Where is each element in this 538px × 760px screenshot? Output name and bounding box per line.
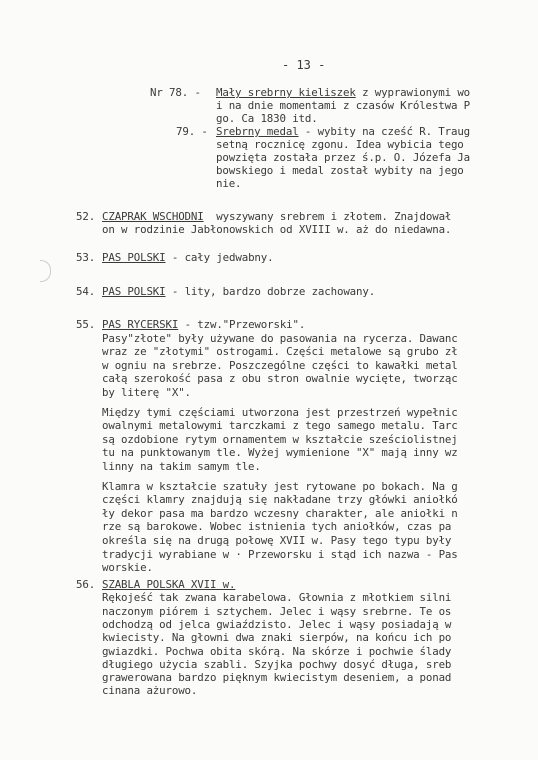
line-text: całą szerokość pasa z obu stron owalnie wycięte, tworząc xyxy=(102,372,458,386)
text-line xyxy=(102,433,458,446)
line-text: wraz ze "złotymi" ostrogami. Części metalowe są grubo zł xyxy=(102,345,458,359)
entry-number: 56. xyxy=(76,578,96,591)
text-line xyxy=(102,251,273,264)
text-line xyxy=(102,671,451,684)
text-line xyxy=(102,578,235,591)
text-line xyxy=(102,406,458,419)
entry-number: 53. xyxy=(76,251,96,264)
line-text: - cały jedwabny. xyxy=(165,251,274,264)
line-text: odchodzą od jelca gwiaździsto. Jelec i wąsy posiadają w xyxy=(102,617,452,631)
text-line xyxy=(102,605,451,618)
line-text: rze są barokowe. Wobec istnienia tych aniołków, czas pa xyxy=(102,520,452,534)
line-text: - lity, bardzo dobrze zachowany. xyxy=(165,285,376,298)
line-text: linny na takim samym tle. xyxy=(102,460,261,473)
entry-number: 55. xyxy=(76,318,96,331)
line-text: naczonym piórem i sztychem. Jelec i wąsy srebrne. Te os xyxy=(102,604,452,618)
text-line xyxy=(102,210,451,223)
line-text: by literę "X". xyxy=(102,386,191,399)
entry-number: 79. - xyxy=(176,125,208,138)
line-text: bowskiego i medal został wybity na jego xyxy=(216,164,464,177)
line-text: on w rodzinie Jabłonowskich od XVIII w. aż do niedawna. xyxy=(102,223,452,236)
text-line xyxy=(102,684,197,697)
underlined-title: PAS RYCERSKI xyxy=(102,318,179,331)
text-line xyxy=(102,332,458,345)
line-text: i na dnie momentami z czasów Królestwa P xyxy=(216,99,471,112)
text-line xyxy=(102,631,451,644)
page-number: - 13 - xyxy=(282,58,326,72)
line-text: - wybity na cześć R. Traug xyxy=(298,125,471,138)
line-text: wyszywany srebrem i złotem. Znajdował xyxy=(203,210,452,223)
line-text: Klamra w kształcie szatuły jest rytowane po bokach. Na g xyxy=(102,479,458,493)
line-text: tradycji wyrabiane w · Przeworsku i stąd ich nazwa - Pas xyxy=(102,547,458,561)
line-text: go. Ca 1830 itd. xyxy=(216,112,318,125)
text-line xyxy=(102,548,458,561)
line-text: cinana ażurowo. xyxy=(102,684,198,698)
line-text: Rękojeść tak zwana karabelowa. Głownia z młotkiem silni xyxy=(102,591,452,605)
text-line xyxy=(102,285,375,298)
line-text: są ozdobione rytym ornamentem w kształcie sześciolistnej xyxy=(102,432,458,446)
text-line xyxy=(102,493,458,506)
underlined-title: CZAPRAK WSCHODNI xyxy=(102,210,204,223)
line-text: w ogniu na srebrze. Poszczególne części to kawałki metal xyxy=(102,358,458,372)
line-text: worskie. xyxy=(102,561,153,575)
text-line xyxy=(102,372,458,385)
text-line xyxy=(102,223,451,236)
text-line xyxy=(102,534,451,547)
text-line xyxy=(216,177,241,190)
text-line xyxy=(216,86,470,99)
text-line xyxy=(216,99,470,112)
line-text: z wyprawionymi wo xyxy=(355,86,471,99)
line-text: grawerowana bardzo pięknym kwiecistym deseniem, a ponad xyxy=(102,671,452,685)
text-line xyxy=(102,561,153,574)
text-line xyxy=(216,125,470,138)
text-line xyxy=(102,520,451,533)
text-line xyxy=(102,460,261,473)
line-text: nie. xyxy=(216,177,242,190)
line-text: owalnymi metalowymi tarczkami z tego samego metalu. Tarc xyxy=(102,419,458,433)
line-text: długiego użycia szabli. Szyjka pochwy dosyć długa, sreb xyxy=(102,657,452,671)
underlined-title: Mały srebrny kieliszek xyxy=(216,86,356,99)
line-text: powzięta została przez ś.p. O. Józefa Ja xyxy=(216,151,471,164)
text-line xyxy=(102,507,458,520)
text-line xyxy=(102,618,451,631)
line-text: ły dekor pasa ma bardzo wczesny charakter, ale aniołki n xyxy=(102,506,458,520)
text-line xyxy=(102,480,458,493)
line-text: gwiazdki. Pochwa obita skórą. Na skórze i pochwie ślady xyxy=(102,644,452,658)
line-text: setną rocznicę zgonu. Idea wybicia tego xyxy=(216,138,464,151)
underlined-title: PAS POLSKI xyxy=(102,285,166,298)
entry-number: 52. xyxy=(76,210,96,223)
line-text: kwiecisty. Na głowni dwa znaki sierpów, na końcu ich po xyxy=(102,631,452,645)
text-line xyxy=(102,658,451,671)
entry-number: 54. xyxy=(76,285,96,298)
line-text: tu na punktowanym tle. Wyżej wymienione "X" mają inny wz xyxy=(102,446,458,460)
text-line xyxy=(102,345,458,358)
text-line xyxy=(216,164,464,177)
text-line xyxy=(102,419,458,432)
text-line xyxy=(216,151,470,164)
text-line xyxy=(216,112,318,125)
line-text: określa się na drugą połowę XVII w. Pasy tego typu były xyxy=(102,534,452,547)
text-line xyxy=(216,138,464,151)
line-text: Między tymi częściami utworzona jest przestrzeń wypełnic xyxy=(102,405,458,419)
line-text: - tzw."Przeworski". xyxy=(178,318,306,331)
text-line xyxy=(102,318,305,331)
entry-number: Nr 78. - xyxy=(150,86,201,99)
text-line xyxy=(102,386,191,399)
underlined-title: PAS POLSKI xyxy=(102,251,166,264)
underlined-title: Srebrny medal xyxy=(216,125,299,138)
text-line xyxy=(102,591,451,604)
text-line xyxy=(102,359,458,372)
text-line xyxy=(102,446,458,459)
line-text: Pasy"złote" były używane do pasowania na rycerza. Dawanc xyxy=(102,331,458,345)
text-line xyxy=(102,645,451,658)
punch-hole-mark xyxy=(40,260,51,282)
line-text: części klamry znajdują się nakładane trzy główki aniołkó xyxy=(102,493,458,507)
underlined-title: SZABLA POLSKA XVII w. xyxy=(102,578,236,591)
